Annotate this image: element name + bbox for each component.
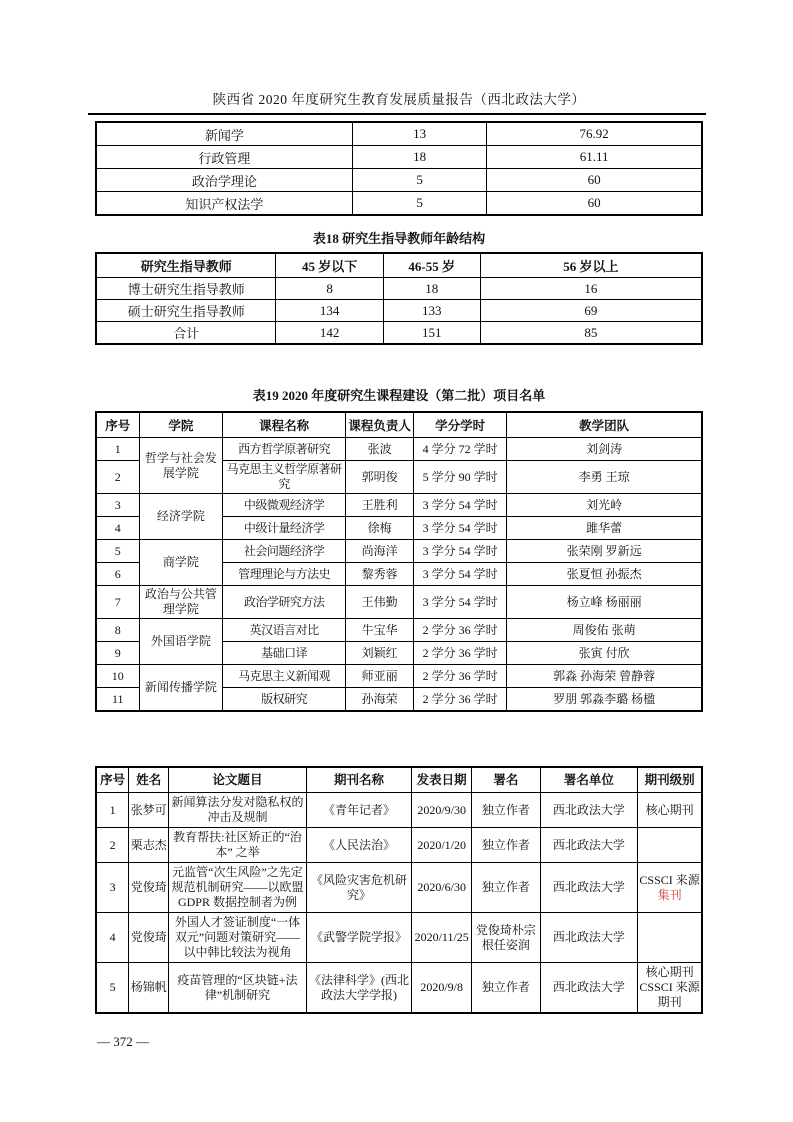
table-cell: 3 学分 54 学时 <box>414 563 507 586</box>
paper-row <box>96 963 702 1014</box>
column-header: 序号 <box>96 767 129 793</box>
table-row <box>96 322 702 345</box>
table-cell: 2 学分 36 学时 <box>414 688 507 712</box>
column-header: 姓名 <box>129 767 169 793</box>
table-cell: 党俊琦 <box>129 863 169 913</box>
table-cell: 5 <box>352 169 487 192</box>
table-row <box>96 169 702 192</box>
table-cell: 5 <box>96 963 129 1014</box>
table-cell: 西北政法大学 <box>540 963 638 1014</box>
header-rule <box>88 113 706 115</box>
table-cell: 2 学分 36 学时 <box>414 665 507 688</box>
table-cell <box>638 828 702 863</box>
table-cell: 党俊琦朴宗根任姿润 <box>472 913 540 963</box>
table-row <box>96 438 702 461</box>
table-cell: 60 <box>487 169 702 192</box>
table-cell: 18 <box>352 146 487 169</box>
table-cell: 师亚丽 <box>346 665 414 688</box>
page-number: — 372 — <box>97 1034 149 1049</box>
table-cell: 西方哲学原著研究 <box>223 438 346 461</box>
table-cell: 合计 <box>96 322 276 345</box>
table-cell: 《风险灾害危机研究》 <box>306 863 411 913</box>
table-row <box>96 192 702 216</box>
table-cell: 2020/9/30 <box>412 793 472 828</box>
journal-level-cell <box>638 863 702 913</box>
table-cell: 张波 <box>346 438 414 461</box>
table-cell: 基础口译 <box>223 642 346 665</box>
table-cell <box>638 913 702 963</box>
college-cell: 新闻传播学院 <box>139 665 223 712</box>
table-cell: 2 学分 36 学时 <box>414 619 507 642</box>
table-cell: 2020/6/30 <box>412 863 472 913</box>
table-cell: 牛宝华 <box>346 619 414 642</box>
table-cell: 博士研究生指导教师 <box>96 278 276 300</box>
table-row <box>96 540 702 563</box>
table-cell: 2020/1/20 <box>412 828 472 863</box>
table-cell: 管理理论与方法史 <box>223 563 346 586</box>
table-cell: 《人民法治》 <box>306 828 411 863</box>
journal-level-prefix: CSSCI 来源 <box>639 872 700 887</box>
table-cell: 6 <box>96 563 139 586</box>
course-projects-table <box>95 411 703 712</box>
table-cell: 刘颖红 <box>346 642 414 665</box>
table-cell: 刘光岭 <box>507 494 702 517</box>
table-cell: 1 <box>96 793 129 828</box>
college-cell: 政治与公共管理学院 <box>139 586 223 619</box>
paper-row <box>96 793 702 828</box>
table-cell: 4 <box>96 913 129 963</box>
table-cell: 黎秀蓉 <box>346 563 414 586</box>
table-cell: 《法律科学》(西北政法大学学报) <box>306 963 411 1014</box>
table-cell: 3 <box>96 494 139 517</box>
table-cell: 61.11 <box>487 146 702 169</box>
table-cell: 2020/11/25 <box>412 913 472 963</box>
paper-title-cell: 元监管“次生风险”之先定规范机制研究——以欧盟 GDPR 数据控制者为例 <box>169 863 307 913</box>
paper-title-cell: 教育帮扶:社区矫正的“治本” 之举 <box>169 828 307 863</box>
table-cell: 李勇 王琼 <box>507 461 702 494</box>
table-cell: 4 学分 72 学时 <box>414 438 507 461</box>
column-header: 45 岁以下 <box>276 253 383 278</box>
table-cell: 独立作者 <box>472 793 540 828</box>
table-cell: 3 <box>96 863 129 913</box>
table-cell: 《武警学院学报》 <box>306 913 411 963</box>
table-cell: 5 <box>96 540 139 563</box>
table-cell: 独立作者 <box>472 828 540 863</box>
table-cell: 13 <box>352 122 487 146</box>
table-cell: 2 <box>96 461 139 494</box>
table-cell: 版权研究 <box>223 688 346 712</box>
column-header: 教学团队 <box>507 412 702 438</box>
table-cell: 知识产权法学 <box>96 192 352 216</box>
table-cell: 11 <box>96 688 139 712</box>
table-cell: 尚海洋 <box>346 540 414 563</box>
table-cell: 张梦可 <box>129 793 169 828</box>
table-cell: 西北政法大学 <box>540 828 638 863</box>
table-cell: 7 <box>96 586 139 619</box>
paper-row <box>96 913 702 963</box>
table-cell: 8 <box>276 278 383 300</box>
column-header: 46-55 岁 <box>383 253 480 278</box>
report-header-title: 陕西省 2020 年度研究生教育发展质量报告（西北政法大学） <box>212 92 586 107</box>
table-cell: 134 <box>276 300 383 322</box>
table-cell: 8 <box>96 619 139 642</box>
table-cell: 郭淼 孙海荣 曾静蓉 <box>507 665 702 688</box>
table18-caption: 表18 研究生指导教师年龄结构 <box>312 231 486 246</box>
table-row <box>96 665 702 688</box>
table-cell: 18 <box>383 278 480 300</box>
college-cell: 商学院 <box>139 540 223 586</box>
table-cell: 中级微观经济学 <box>223 494 346 517</box>
table-cell: 马克思主义哲学原著研究 <box>223 461 346 494</box>
column-header: 课程名称 <box>223 412 346 438</box>
column-header: 期刊名称 <box>306 767 411 793</box>
page-content <box>95 0 703 1050</box>
table-cell: 政治学研究方法 <box>223 586 346 619</box>
table-cell: 2 <box>96 828 129 863</box>
table-cell: 王胜利 <box>346 494 414 517</box>
table-cell: 5 <box>352 192 487 216</box>
table-cell: 133 <box>383 300 480 322</box>
table-cell: 60 <box>487 192 702 216</box>
table-row <box>96 122 702 146</box>
table-cell: 85 <box>480 322 702 345</box>
paper-title-cell: 外国人才签证制度“一体双元”问题对策研究——以中韩比较法为视角 <box>169 913 307 963</box>
table-row <box>96 586 702 619</box>
table-cell: 杨锦帆 <box>129 963 169 1014</box>
table-cell: 孙海荣 <box>346 688 414 712</box>
table-cell: 新闻学 <box>96 122 352 146</box>
table-cell: 9 <box>96 642 139 665</box>
table-row <box>96 619 702 642</box>
table-cell: 76.92 <box>487 122 702 146</box>
table-cell: 《青年记者》 <box>306 793 411 828</box>
table-cell: 3 学分 54 学时 <box>414 586 507 619</box>
table-cell: 16 <box>480 278 702 300</box>
column-header: 发表日期 <box>412 767 472 793</box>
table-cell: 4 <box>96 517 139 540</box>
table-cell: 政治学理论 <box>96 169 352 192</box>
table-cell: 罗朋 郭淼李璐 杨楹 <box>507 688 702 712</box>
table-row <box>96 146 702 169</box>
college-cell: 外国语学院 <box>139 619 223 665</box>
majors-table <box>95 121 703 216</box>
column-header: 论文题目 <box>169 767 307 793</box>
table-row <box>96 300 702 322</box>
table-row <box>96 278 702 300</box>
column-header: 学分学时 <box>414 412 507 438</box>
table-cell: 3 学分 54 学时 <box>414 494 507 517</box>
table-cell: 硕士研究生指导教师 <box>96 300 276 322</box>
paper-row <box>96 863 702 913</box>
table-cell: 1 <box>96 438 139 461</box>
table-cell: 张寅 付欣 <box>507 642 702 665</box>
table-cell: 刘剑涛 <box>507 438 702 461</box>
column-header: 序号 <box>96 412 139 438</box>
table-header-row <box>96 253 702 278</box>
column-header: 署名 <box>472 767 540 793</box>
table-cell: 核心期刊 <box>638 793 702 828</box>
journal-level-red-text: 集刊 <box>657 887 682 902</box>
paper-title-cell: 疫苗管理的“区块链+法律”机制研究 <box>169 963 307 1014</box>
table-cell: 西北政法大学 <box>540 913 638 963</box>
table-cell: 党俊琦 <box>129 913 169 963</box>
table-cell: 徐梅 <box>346 517 414 540</box>
table-cell: 中级计量经济学 <box>223 517 346 540</box>
column-header: 课程负责人 <box>346 412 414 438</box>
column-header: 56 岁以上 <box>480 253 702 278</box>
table-cell: 142 <box>276 322 383 345</box>
table-cell: 西北政法大学 <box>540 793 638 828</box>
table-cell: 5 学分 90 学时 <box>414 461 507 494</box>
table-cell: 周俊佑 张萌 <box>507 619 702 642</box>
table-cell: 栗志杰 <box>129 828 169 863</box>
table-cell: 行政管理 <box>96 146 352 169</box>
table19-caption: 表19 2020 年度研究生课程建设（第二批）项目名单 <box>252 388 546 403</box>
table-cell: 3 学分 54 学时 <box>414 540 507 563</box>
paper-title-cell: 新闻算法分发对隐私权的冲击及规制 <box>169 793 307 828</box>
table-cell: 张荣刚 罗新远 <box>507 540 702 563</box>
papers-table <box>95 766 703 1014</box>
table-cell: 69 <box>480 300 702 322</box>
table-cell: 杨立峰 杨丽丽 <box>507 586 702 619</box>
table-cell: 151 <box>383 322 480 345</box>
college-cell: 哲学与社会发展学院 <box>139 438 223 494</box>
table-cell: 独立作者 <box>472 863 540 913</box>
table-row <box>96 494 702 517</box>
table-header-row <box>96 767 702 793</box>
table-cell: 核心期刊 CSSCI 来源期刊 <box>638 963 702 1014</box>
table-cell: 郭明俊 <box>346 461 414 494</box>
table-cell: 张夏恒 孙振杰 <box>507 563 702 586</box>
table-header-row <box>96 412 702 438</box>
table-cell: 马克思主义新闻观 <box>223 665 346 688</box>
column-header: 期刊级别 <box>638 767 702 793</box>
table-cell: 雎华蕾 <box>507 517 702 540</box>
table-cell: 独立作者 <box>472 963 540 1014</box>
table-cell: 英汉语言对比 <box>223 619 346 642</box>
table-cell: 社会问题经济学 <box>223 540 346 563</box>
column-header: 研究生指导教师 <box>96 253 276 278</box>
table-cell: 10 <box>96 665 139 688</box>
table-cell: 3 学分 54 学时 <box>414 517 507 540</box>
paper-row <box>96 828 702 863</box>
table-cell: 2020/9/8 <box>412 963 472 1014</box>
column-header: 学院 <box>139 412 223 438</box>
table-cell: 西北政法大学 <box>540 863 638 913</box>
column-header: 署名单位 <box>540 767 638 793</box>
table-cell: 王伟勤 <box>346 586 414 619</box>
supervisor-age-table <box>95 252 703 345</box>
college-cell: 经济学院 <box>139 494 223 540</box>
table-cell: 2 学分 36 学时 <box>414 642 507 665</box>
